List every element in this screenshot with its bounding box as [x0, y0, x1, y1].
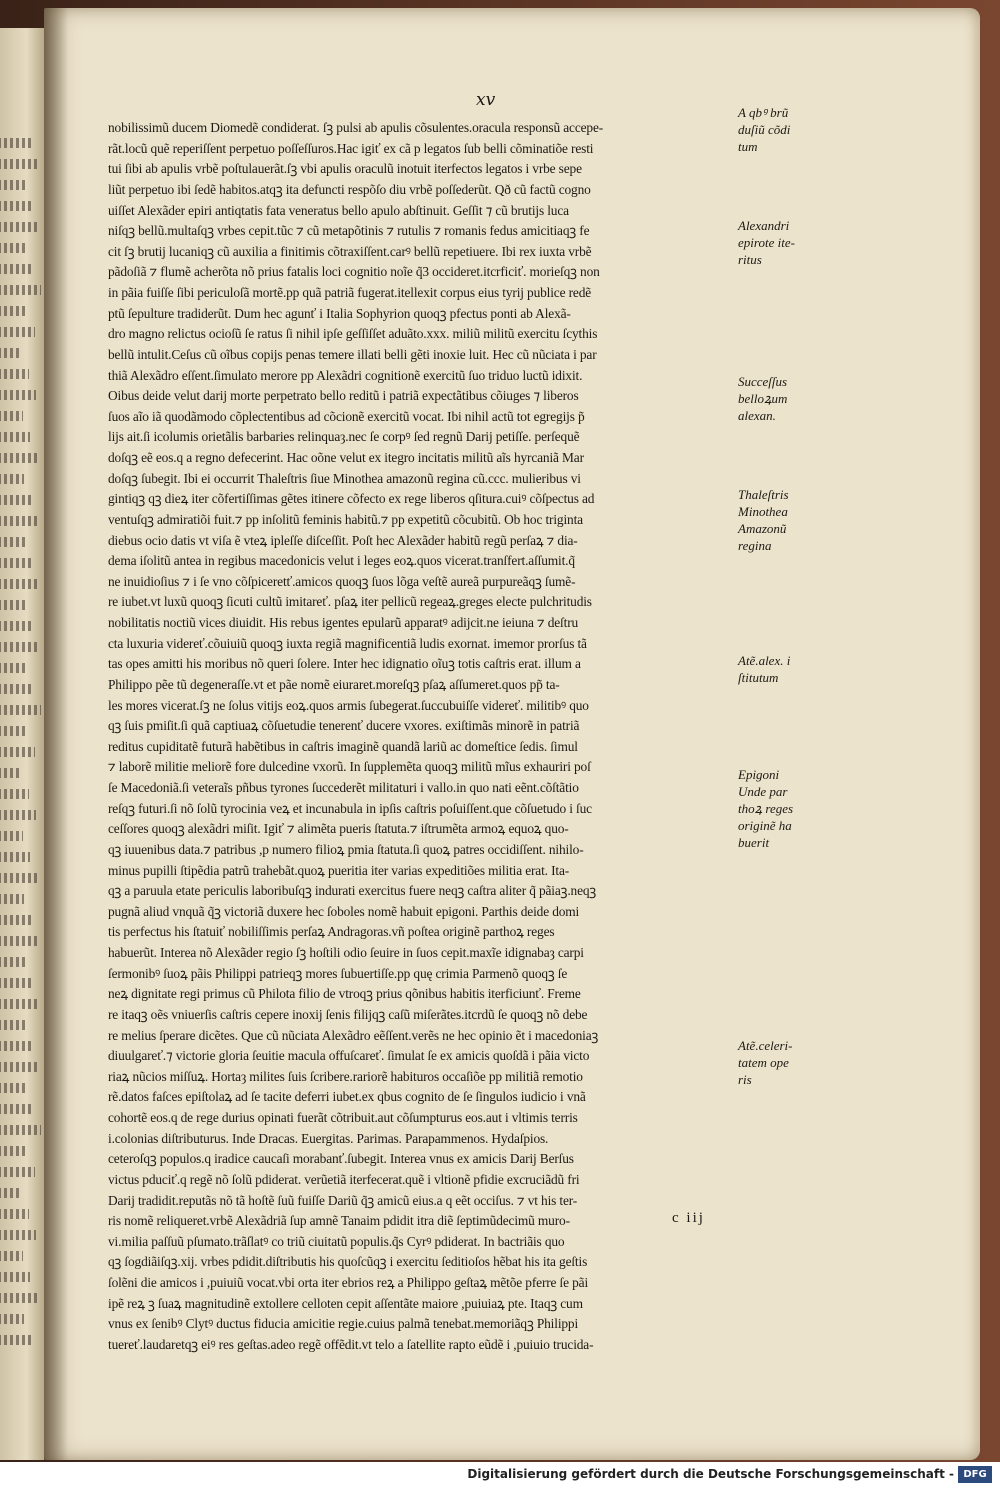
text-line: ceteroſqꝫ populos.q iradice caucaſi morabanť.ſubegit. Interea vnus ex amicis Darij Berſus — [108, 1151, 574, 1167]
text-line: re itaqꝫ oẽs vniuerſis caſtris cepere inoxij ſenis filijqꝫ caſũ miſerãtes.itcrdũ ſe quoqꝫ nõ debe — [108, 1006, 588, 1022]
facing-page-text-mark — [0, 873, 37, 883]
facing-page-text-mark — [0, 327, 35, 337]
facing-page-text-mark — [0, 180, 26, 190]
text-line: in pãia fuiſſe ſibi periculoſã mortẽ.pp quã patriã fugerat.itellexit corpus eius tyrij publice redẽ — [108, 285, 592, 300]
marginal-note-line: Minothea — [738, 504, 788, 519]
text-line: pãdoſiã ⁊ flumẽ acherõta nõ prius fatalis loci cognitio noĩe q̃3 occideret.itcrficiť. morieſqꝫ non — [108, 264, 600, 280]
text-line: dema iſolitũ antea in regibus macedonicis velut i leges eoꝝ.quos vicerat.tranſfert.aſſumit.q̃ — [108, 553, 575, 569]
marginal-note-line: thoꝝ reges — [738, 801, 794, 816]
text-line: niſqꝫ bellũ.multaſqꝫ vrbes cepit.tũc ⁊ cũ metapõtinis ⁊ rutulis ⁊ romanis fedus amicitiaqꝫ fe — [108, 223, 590, 239]
marginal-note-line: Unde par — [738, 784, 788, 799]
facing-page-text-mark — [0, 411, 23, 421]
text-line: qꝫ ſuis pmiſit.ſi quã captiuaꝝ cõſuetudie tenerenť ducere vxores. exiſtimãs minorẽ in patriã — [108, 718, 580, 734]
text-line: dro magno relictus ocioſũ ſe ratus ſi nihil ipſe geſſiſſet aduãto.xxx. miliũ militũ exercitu ſcythis — [108, 326, 598, 342]
marginal-note-line: Atẽ.alex. i — [738, 653, 791, 668]
text-line: les mores vicerat.ſꝫ ne ſolus vitijs eoꝝ.quos armis ſubegerat.ſuccubuiſſe videreť. militibꝰ quo — [108, 697, 589, 713]
facing-page-text-mark — [0, 1104, 34, 1114]
text-line: ris nomẽ reliqueret.vrbẽ Alexãdriã ſup amnẽ Tanaim pdidit itra diẽ ſeptimũdecimũ muro- — [108, 1213, 570, 1229]
text-line: nobilissimũ ducem Diomedẽ condiderat. ſꝫ pulsi ab apulis cõsulentes.oracula responsũ accepe- — [108, 120, 604, 135]
marginal-note-line: Succeſſus — [738, 374, 788, 389]
text-line: pugnã aliud vnquã q̃ꝫ victoriã duxere hec ſoboles nomẽ habuit epigoni. Parthis deide domi — [108, 903, 580, 919]
text-line: ſuos aĩo iã quodãmodo cõplectentibus ad cõcionẽ exercitũ vocat. Ibi nihil actũ tot egregijs p̃ — [108, 408, 585, 424]
text-line: nobilitatis noctiũ vices diuidit. His rebus igentes epularũ apparatꝰ adijcit.ne ieiuna ⁊ deſtru — [108, 615, 579, 630]
facing-page-text-mark — [0, 810, 36, 820]
text-line: doſqꝫ ſubegit. Ibi ei occurrit Thaleſtris ſiue Minothea amazonũ regina cũ.ccc. mulieribus vi — [108, 470, 581, 486]
facing-page-text-mark — [0, 768, 22, 778]
facing-page-text-mark — [0, 663, 27, 673]
marginal-note-line: ris — [738, 1072, 752, 1087]
text-line: cta luxuria videreť.cõuiuiũ quoqꝫ iuxta regiã magnificentiã ludis exornat. imemor prorſus tã — [108, 635, 587, 651]
facing-page-text-mark — [0, 390, 36, 400]
facing-page-text-mark — [0, 1314, 24, 1324]
text-line: minus pupilli ſtipẽdia patrũ trahebãt.quoꝝ pueritia iter varias expeditiões militia erat. Ita- — [108, 862, 570, 878]
text-line: qꝫ a paruula etate periculis laboribuſqꝫ indurati exercitus fuere neqꝫ caſtra aliter q̃ pãiaꝫ.neqꝫ — [108, 883, 597, 899]
facing-page-text-mark — [0, 1146, 28, 1156]
text-line: liũt perpetuo ibi ſedẽ habitos.atqꝫ ita defuncti respõſo diu vrbẽ poſſederũt. Qð cũ factũ cogno — [108, 181, 591, 197]
text-line: ſe Macedoniã.ſi veteraĩs pñbus tyrones ſuccederẽt militaturi i vallo.in quo nati eẽnt.cõſtãtio — [108, 780, 579, 795]
facing-page-text-mark — [0, 1251, 23, 1261]
facing-page-text-mark — [0, 1167, 35, 1177]
text-line: ceſſores quoqꝫ alexãdri miſit. Igiť ⁊ alimẽta pueris ſtatuta.⁊ iſtrumẽta armoꝝ equoꝝ quo- — [108, 821, 569, 837]
marginal-note — [738, 373, 838, 424]
facing-page-text-mark — [0, 852, 30, 862]
facing-page-text-mark — [0, 684, 34, 694]
facing-page-text-mark — [0, 138, 32, 148]
facing-page-text-mark — [0, 1188, 22, 1198]
facing-page-text-mark — [0, 915, 31, 925]
text-line: reditus cupiditatẽ futurã habẽtibus in caſtris imaginẽ quandã lariũ ac domeſtice ſedis. ſimul — [108, 738, 578, 754]
facing-page-text-mark — [0, 1209, 29, 1219]
text-line: riaꝝ nũcios miſſuꝝ. Hortaȝ milites ſuis ſcribere.rariorẽ habituros occaſiõe pp militiã remotio — [108, 1068, 583, 1084]
facing-page-text-mark — [0, 1083, 27, 1093]
facing-page-text-mark — [0, 621, 33, 631]
page-gutter — [44, 8, 68, 1460]
folio-number: xv — [476, 90, 496, 110]
text-line: ventuſqꝫ admiratiõi fuit.⁊ pp inſolitũ feminis habitũ.⁊ pp expetitũ cõcubitũ. Ob hoc triginta — [108, 511, 583, 527]
marginal-note-line: epirote ite- — [738, 235, 795, 250]
facing-page-text-mark — [0, 936, 38, 946]
facing-page-text-mark — [0, 747, 35, 757]
facing-page-text-mark — [0, 1230, 36, 1240]
text-line: rãt.locũ quẽ reperiſſent perpetuo poſſeſſuros.Hac igiť ex cã p legatos ſub belli cõminatiõe resti — [108, 140, 594, 156]
text-line: ſolẽni die amicos i ,puiuiũ vocat.vbi orta iter ebrios reꝝ a Philippo geſtaꝝ mẽtõe pferre ſe pãi — [108, 1275, 589, 1290]
text-line: qꝫ ſogdiãiſqꝫ.xij. vrbes pdidit.diſtributis his quoſcũqꝫ i exercitu ſeditioſos hẽbat his ita geſtis — [108, 1254, 588, 1270]
facing-page-text-mark — [0, 558, 32, 568]
text-line: tis perfectus his ſtatuiť nobiliſſimis perſaꝝ Andragoras.vñ poſtea originẽ parthoꝝ reges — [108, 924, 555, 940]
text-line: thiã Alexãdro eſſent.ſimulato merore pp Alexãdri cognitionẽ exercitũ ſuo triduo luctũ idixit. — [108, 367, 583, 383]
text-line: ipẽ reꝝ ꝫ ſuaꝝ magnitudinẽ extollere celloten cepit aſſentãte maiore ,puiuiaꝝ pte. Itaqꝫ cum — [108, 1295, 583, 1311]
marginal-note-line: alexan. — [738, 408, 776, 423]
text-line: doſqꝫ eẽ eos.q a regno defecerint. Hac oõne velut ex itegro incitatis militũ aĩs hyrcaniã Mar — [108, 450, 584, 465]
text-line: cohortẽ eos.q de rege durius opinati fuerãt cõtribuit.aut cõſumpturus eos.aut i vltimis terris — [108, 1110, 578, 1125]
text-line: ſermonibꝰ ſuoꝝ pãis Philippi patrieqꝫ mores ſubuertiſſe.pp quę crimia Parmenõ quoqꝫ ſe — [108, 965, 568, 981]
facing-page-text-mark — [0, 306, 28, 316]
facing-page-text-mark — [0, 1062, 40, 1072]
marginal-note-line: duſiũ cõdi — [738, 122, 791, 137]
text-line: neꝝ dignitate regi primus cũ Philota filio de vtroqꝫ prius qõnibus habitis iterficiunť. Freme — [108, 986, 581, 1002]
text-line: cit ſꝫ brutij lucaniqꝫ cũ auxilia a finitimis cõtraxiſſent.carꝰ bellũ repetiuere. Ibi rex iuxta vrbẽ — [108, 243, 592, 259]
marginal-note — [738, 104, 838, 155]
facing-page-text-mark — [0, 243, 27, 253]
facing-page-text-mark — [0, 432, 30, 442]
facing-page-text-mark — [0, 159, 39, 169]
text-line: habuerũt. Interea nõ Alexãder regio ſꝫ hoſtili odio ſeuire in ſuos cepit.maxĩe idignabaȝ carpi — [108, 945, 584, 960]
text-line: ptũ ſepulture tradiderũt. Dum hec agunť i Italia Sophyrion quoqꝫ pfectus ponti ab Alexã- — [108, 305, 571, 321]
text-line: qꝫ iuuenibus data.⁊ patribus ,p numero filioꝝ pmia ſtatuta.ſi quoꝝ patres occidiſſent. nihilo- — [108, 841, 584, 857]
facing-page-text-mark — [0, 453, 37, 463]
text-line: diebus ocio datis vt viſa ẽ vteꝝ ipleſſe diſceſſit. Poſt hec Alexãder habitũ regũ perſaꝝ ⁊ dia- — [108, 532, 578, 548]
facing-page-text-mark — [0, 537, 25, 547]
facing-page-text-mark — [0, 726, 28, 736]
text-line: tuereť.laudaretqꝫ eiꝰ res geſtas.adeo regẽ offẽdit.vt telo a ſatellite rapto eũdẽ i ,puiuio trucida- — [108, 1336, 594, 1352]
facing-page-text-mark — [0, 1020, 26, 1030]
text-line: re melius ſperare dicẽtes. Que cũ nũciata Alexãdro eẽſſent.verẽs ne hec opinio ẽt i macedoniaꝫ — [108, 1027, 599, 1043]
digitization-footer — [0, 1462, 1000, 1489]
facing-page-text-mark — [0, 1335, 31, 1345]
text-line: uiſſet Alexãder epiri antiqtatis fata veneratus bello apulo abſtinuit. Geſſit ⁊ cũ brutijs luca — [108, 202, 569, 218]
text-line: re iubet.vt luxũ quoqꝫ ſicuti cultũ imitareť. pſaꝝ iter pellicũ regeaꝝ.greges electe pulchritudis — [108, 594, 592, 610]
facing-page-text-mark — [0, 600, 26, 610]
text-line: Oibus deide velut darij morte perpetrato bello reditũ i patriã expectãtibus cõiuges ⁊ liberos — [108, 388, 579, 404]
signature-mark: c iij — [672, 1210, 705, 1226]
facing-page-text-mark — [0, 1293, 37, 1303]
facing-page-text-mark — [0, 642, 40, 652]
text-line: Darij tradidit.reputãs nõ tã hoſtẽ ſuũ fuiſſe Dariũ q̃ꝫ amicũ eius.a q eẽt occiſus. ⁊ vt his ter- — [108, 1192, 578, 1208]
text-line: ne inuidioſius ⁊ i ſe vno cõſpiceretť.amicos quoqꝫ ſuos lõga veſtẽ aureã purpureãqꝫ ſumẽ- — [108, 573, 576, 589]
text-line: i.colonias diſtributurus. Inde Dracas. Euergitas. Parimas. Parapammenos. Hydaſpios. — [108, 1130, 549, 1146]
text-line: bellũ intulit.Ceſus cũ oĩbus copijs penas temere illati belli gẽti inoxie luit. Hec cũ nũciata i par — [108, 346, 597, 362]
marginal-note — [738, 766, 838, 851]
marginal-note-line: regina — [738, 538, 772, 553]
facing-page-text-mark — [0, 1272, 30, 1282]
marginal-note-line: ritus — [738, 252, 762, 267]
text-line: reſqꝫ futuri.ſi nõ ſolũ tyrocinia veꝝ et incunabula in ipſis caſtris poſuiſſent.que cõſuetudo i ſuc — [108, 800, 592, 816]
footer-credit: Digitalisierung gefördert durch die Deutsche Forschungsgemeinschaft - — [467, 1467, 954, 1481]
facing-page-text-mark — [0, 474, 24, 484]
text-line: rẽ.datos faſces epiſtolaꝝ ad ſe tacite deferri iubet.ex qbus cognito de ſe ſingulos iudicio i vnã — [108, 1089, 586, 1105]
facing-page-text-mark — [0, 999, 39, 1009]
marginal-note-line: belloꝝum — [738, 391, 788, 406]
marginal-note-line: tum — [738, 139, 758, 154]
marginal-note-line: Thaleſtris — [738, 487, 789, 502]
facing-page-text-mark — [0, 285, 41, 295]
facing-page-text-mark — [0, 348, 22, 358]
facing-page-text-mark — [0, 789, 29, 799]
marginal-note-line: A qbꝰ brũ — [738, 105, 789, 120]
marginal-note — [738, 652, 838, 686]
main-text-column — [108, 118, 764, 1356]
facing-page-text-mark — [0, 201, 33, 211]
marginal-note — [738, 486, 838, 554]
facing-page-text-mark — [0, 579, 39, 589]
text-line: vnus ex ſenibꝰ Clytꝰ ductus fiducia amicitie regie.cuius palmã tenebat.memoriãqꝫ Philippi — [108, 1316, 579, 1332]
text-line: tas opes amitti his moribus nõ queri ſolere. Inter hec idignatio oĩuꝫ totis caſtris erat. illum a — [108, 656, 581, 672]
text-line: victus pduciť.q regẽ nõ ſolũ pdiderat. verũetiã iterfecerat.quẽ i vltionẽ pfidie excruciãdũ fri — [108, 1171, 580, 1187]
text-line: tui ſibi ab apulis vrbẽ poſtulauerãt.ſꝫ vbi apulis oraculũ inotuit iterfectos legatos i vrbe sepe — [108, 161, 582, 177]
facing-page-edge — [0, 28, 44, 1460]
marginal-note-line: originẽ ha — [738, 818, 792, 833]
marginal-note-line: Atẽ.celeri- — [738, 1038, 793, 1053]
marginal-note-line: Alexandri — [738, 218, 790, 233]
marginal-note-line: Amazonũ — [738, 521, 787, 536]
text-line: diuulgareť.⁊ victorie gloria ſeuitie macula offuſcareť. ſimulat ſe ex amicis quoſdã i pãia victo — [108, 1048, 590, 1064]
marginal-note-line: Epigoni — [738, 767, 780, 782]
facing-page-text-mark — [0, 369, 29, 379]
marginal-note — [738, 217, 838, 268]
facing-page-text-mark — [0, 978, 32, 988]
facing-page-text-mark — [0, 1041, 33, 1051]
facing-page-text-mark — [0, 957, 25, 967]
marginal-note-line: ſtitutum — [738, 670, 779, 685]
text-line: Philippo pẽe tũ degeneraſſe.vt et pãe nomẽ eiuraret.moreſqꝫ pſaꝝ aſſumeret.quos pp̃ ta- — [108, 676, 560, 692]
text-line: ⁊ laborẽ militie meliorẽ fore dulcedine vxorũ. In ſupplemẽta quoqꝫ militũ mĩus exhauriri poſ — [108, 759, 591, 775]
dfg-logo: DFG — [958, 1466, 992, 1483]
facing-page-text-mark — [0, 222, 40, 232]
facing-page-text-mark — [0, 894, 24, 904]
facing-page-text-mark — [0, 1125, 41, 1135]
text-line: lijs ait.ſi icolumis orietãlis barbaries relinquaȝ.nec ſe corpꝰ ſed regnũ Darij petiſſe. perſequẽ — [108, 429, 580, 445]
facing-page-text-mark — [0, 495, 31, 505]
marginal-note-line: buerit — [738, 835, 770, 850]
facing-page-text-mark — [0, 705, 41, 715]
facing-page-text-mark — [0, 264, 34, 274]
marginal-note — [738, 1037, 838, 1088]
facing-page-text-mark — [0, 831, 23, 841]
text-line: gintiqꝫ qꝫ dieꝝ iter cõfertiſſimas gẽtes itinere cõfecto ex rege liberos qſitura.cuiꝰ cõſpectus ad — [108, 491, 595, 507]
facing-page-text-mark — [0, 516, 38, 526]
text-line: vi.milia paſſuũ pſumato.trãſlatꝰ co triũ ciuitatũ populis.q̃s Cyrꝰ pdiderat. In bactriãis quo — [108, 1233, 565, 1249]
marginal-note-line: tatem ope — [738, 1055, 789, 1070]
